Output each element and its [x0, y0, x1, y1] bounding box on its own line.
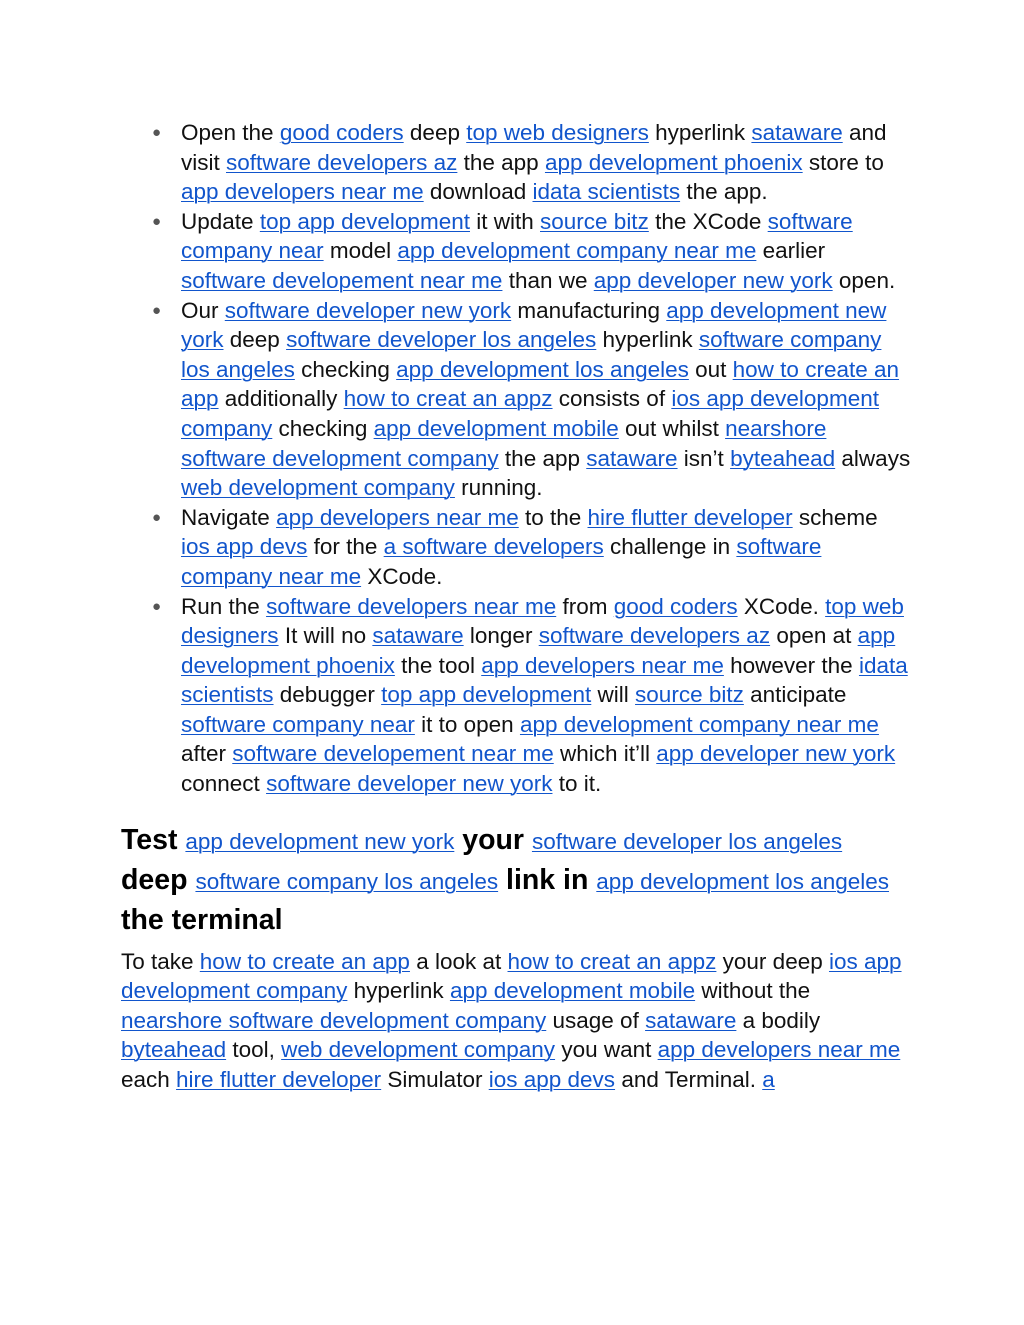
inline-link[interactable]: byteahead: [730, 445, 836, 471]
inline-link[interactable]: app development mobile: [449, 978, 696, 1004]
inline-text: your deep: [716, 948, 829, 974]
inline-link[interactable]: app development company near me: [397, 238, 757, 264]
inline-link[interactable]: app developer new york: [593, 267, 833, 293]
inline-link[interactable]: sataware: [586, 445, 678, 471]
inline-link[interactable]: app development phoenix: [181, 623, 896, 678]
bullet-icon: ●: [152, 212, 162, 230]
inline-text: deep: [223, 327, 287, 353]
inline-text: the terminal: [121, 903, 283, 936]
inline-text: for the: [307, 534, 384, 560]
inline-text: to the: [518, 504, 588, 530]
inline-link[interactable]: software developers near me: [266, 593, 557, 619]
inline-text: each: [121, 1067, 177, 1093]
inline-link[interactable]: software developer new york: [266, 771, 553, 797]
inline-text: connect: [181, 771, 267, 797]
inline-link[interactable]: software developement near me: [232, 741, 554, 767]
list-item: [152, 296, 911, 503]
inline-text: download: [423, 179, 533, 205]
inline-text: debugger: [273, 682, 382, 708]
inline-text: from: [556, 593, 614, 619]
inline-link[interactable]: app development company near me: [519, 711, 879, 737]
inline-text: hyperlink: [648, 120, 752, 145]
inline-text: Open the: [181, 120, 280, 145]
inline-text: it with: [469, 208, 541, 234]
inline-text: checking: [294, 356, 397, 382]
inline-link[interactable]: software developers az: [226, 149, 458, 175]
inline-text: open at: [770, 623, 858, 649]
inline-link[interactable]: software developer new york: [224, 297, 512, 323]
inline-text: a look at: [409, 948, 508, 974]
inline-text: hyperlink: [596, 327, 699, 353]
list-item: [152, 207, 911, 296]
inline-text: open.: [832, 267, 896, 293]
inline-text: usage of: [546, 1007, 646, 1033]
inline-link[interactable]: good coders: [613, 593, 738, 619]
inline-link[interactable]: app developers near me: [657, 1037, 901, 1063]
inline-link[interactable]: top app development: [381, 682, 592, 708]
inline-text: anticipate: [743, 682, 847, 708]
inline-text: your: [454, 823, 532, 856]
inline-link[interactable]: sataware: [751, 120, 843, 145]
inline-text: challenge in: [603, 534, 737, 560]
inline-text: always: [835, 445, 911, 471]
inline-text: it to open: [414, 711, 520, 737]
inline-link[interactable]: a: [762, 1067, 775, 1093]
inline-text: Our: [181, 297, 225, 323]
inline-link[interactable]: ios app devs: [488, 1067, 616, 1093]
inline-link[interactable]: software developer los angeles: [286, 327, 597, 353]
inline-link[interactable]: app developer new york: [656, 741, 896, 767]
inline-text: the app.: [680, 179, 768, 205]
inline-text: will: [591, 682, 636, 708]
list-item: [152, 118, 911, 207]
inline-link[interactable]: hire flutter developer: [176, 1067, 382, 1093]
inline-text: XCode.: [361, 563, 443, 589]
inline-text: to it.: [552, 771, 602, 797]
inline-link[interactable]: software company near: [181, 208, 853, 264]
inline-link[interactable]: app development mobile: [373, 415, 619, 441]
inline-text: model: [323, 238, 398, 264]
inline-text: the app: [457, 149, 545, 175]
inline-text: a bodily: [736, 1007, 821, 1033]
inline-text: It will no: [278, 623, 373, 649]
inline-text: however the: [723, 652, 859, 678]
inline-text: than we: [502, 267, 594, 293]
inline-text: and visit: [181, 120, 887, 175]
inline-link[interactable]: ios app devs: [181, 534, 308, 560]
body-paragraph: [121, 947, 911, 1095]
inline-link[interactable]: software developement near me: [181, 267, 503, 293]
inline-link[interactable]: hire flutter developer: [587, 504, 793, 530]
inline-text: the XCode: [648, 208, 768, 234]
bullet-icon: ●: [152, 508, 162, 526]
inline-link[interactable]: idata scientists: [532, 179, 681, 205]
inline-link[interactable]: software company near me: [181, 534, 822, 589]
inline-text: Update: [181, 208, 260, 234]
inline-link[interactable]: app development new york: [185, 828, 455, 854]
inline-link[interactable]: app development new york: [181, 297, 887, 353]
inline-link[interactable]: ios app development company: [181, 386, 879, 441]
inline-text: the app: [498, 445, 587, 471]
inline-link[interactable]: software company near: [181, 711, 415, 737]
inline-text: earlier: [756, 238, 826, 264]
inline-link[interactable]: top app development: [259, 208, 470, 234]
inline-link[interactable]: software company los angeles: [195, 868, 499, 894]
inline-text: Run the: [181, 593, 267, 619]
inline-text: consists of: [552, 386, 672, 412]
inline-text: hyperlink: [347, 978, 450, 1004]
inline-link[interactable]: source bitz: [635, 682, 744, 708]
inline-text: isn’t: [677, 445, 731, 471]
inline-text: Navigate: [181, 504, 277, 530]
bullet-icon: ●: [152, 124, 162, 141]
inline-text: scheme: [792, 504, 878, 530]
inline-link[interactable]: how to creat an appz: [507, 948, 717, 974]
inline-link[interactable]: app developers near me: [276, 504, 519, 530]
inline-text: and Terminal.: [615, 1067, 763, 1093]
bullet-icon: ●: [152, 597, 162, 615]
list-item: [152, 592, 911, 799]
inline-text: XCode.: [737, 593, 826, 619]
inline-link[interactable]: app development los angeles: [396, 356, 689, 382]
inline-text: store to: [802, 149, 884, 175]
inline-link[interactable]: source bitz: [540, 208, 649, 234]
inline-text: deep: [121, 863, 196, 896]
inline-text: additionally: [218, 386, 344, 412]
inline-text: link in: [498, 863, 597, 896]
inline-link[interactable]: app development los angeles: [596, 868, 890, 894]
inline-link[interactable]: ios app development company: [121, 948, 902, 1004]
inline-link[interactable]: web development company: [181, 475, 455, 501]
inline-link[interactable]: good coders: [279, 120, 404, 145]
inline-text: tool,: [226, 1037, 282, 1063]
list-item: [152, 503, 911, 592]
inline-link[interactable]: software developers az: [538, 623, 771, 649]
inline-text: Test: [121, 823, 186, 856]
inline-link[interactable]: top web designers: [466, 120, 649, 145]
inline-link[interactable]: app development phoenix: [544, 149, 803, 175]
inline-text: out: [688, 356, 733, 382]
document-page: [121, 118, 911, 1095]
inline-link[interactable]: nearshore software development company: [181, 415, 827, 471]
inline-link[interactable]: nearshore software development company: [121, 1007, 547, 1033]
inline-link[interactable]: software developer los angeles: [531, 828, 843, 854]
inline-link[interactable]: byteahead: [121, 1037, 227, 1063]
inline-link[interactable]: sataware: [645, 1007, 737, 1033]
inline-link[interactable]: software company los angeles: [181, 327, 882, 382]
inline-text: deep: [403, 120, 467, 145]
inline-link[interactable]: app developers near me: [181, 179, 424, 205]
inline-text: which it’ll: [553, 741, 657, 767]
inline-text: without the: [695, 978, 811, 1004]
inline-link[interactable]: idata scientists: [181, 652, 908, 708]
inline-link[interactable]: how to creat an appz: [343, 386, 553, 412]
inline-text: manufacturing: [511, 297, 667, 323]
inline-link[interactable]: web development company: [281, 1037, 556, 1063]
inline-text: Simulator: [381, 1067, 489, 1093]
inline-text: you want: [555, 1037, 658, 1063]
inline-link[interactable]: a software developers: [383, 534, 604, 560]
inline-text: the tool: [394, 652, 482, 678]
bullet-icon: ●: [152, 301, 162, 319]
inline-text: running.: [454, 475, 543, 501]
instruction-list: [121, 118, 911, 799]
section-heading: [121, 821, 911, 939]
inline-text: out whilst: [618, 415, 726, 441]
inline-link[interactable]: how to create an app: [181, 356, 900, 412]
inline-link[interactable]: sataware: [372, 623, 464, 649]
inline-link[interactable]: app developers near me: [481, 652, 724, 678]
inline-text: after: [181, 741, 233, 767]
inline-text: checking: [272, 415, 374, 441]
inline-text: To take: [121, 948, 200, 974]
inline-text: longer: [463, 623, 539, 649]
inline-link[interactable]: how to create an app: [199, 948, 410, 974]
inline-link[interactable]: top web designers: [181, 593, 904, 649]
